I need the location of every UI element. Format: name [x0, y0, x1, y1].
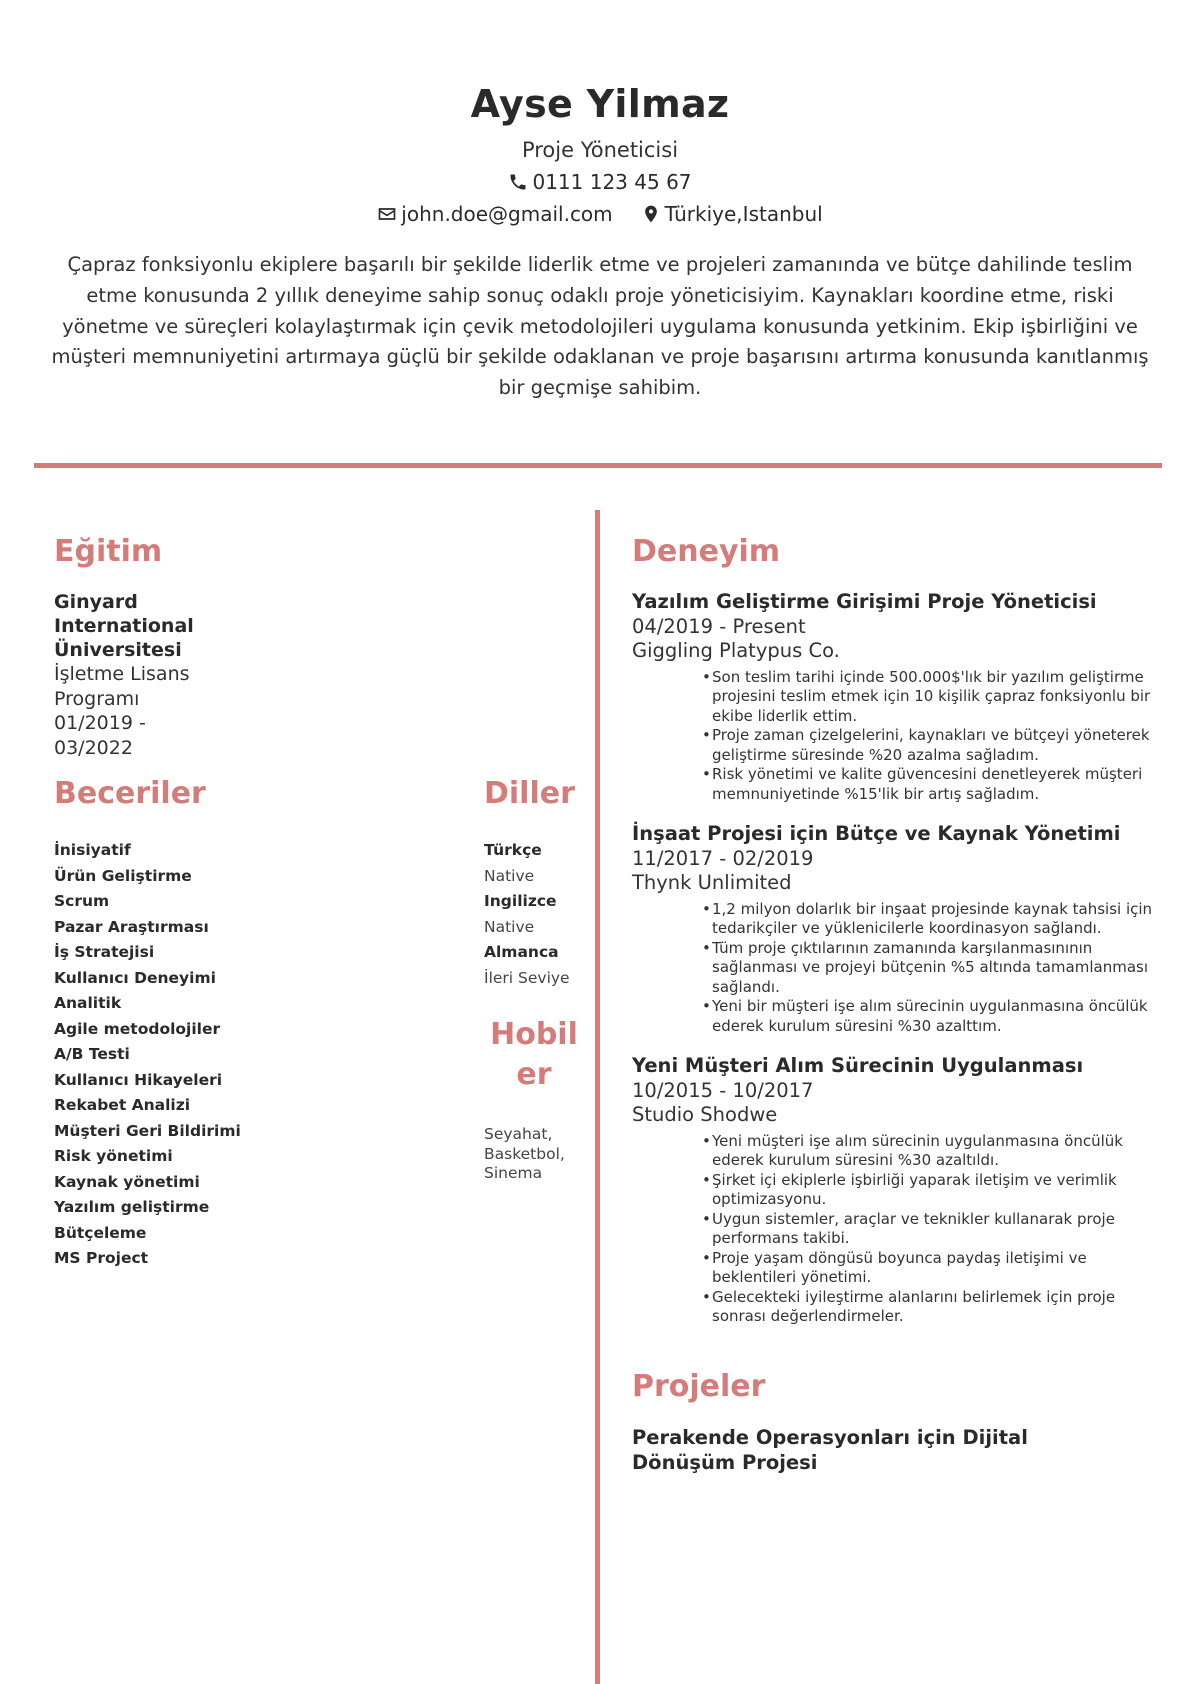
education-section	[54, 532, 584, 760]
phone-number: 0111 123 45 67	[532, 170, 692, 194]
language-name: Ingilizce	[484, 892, 557, 910]
language-level: Native	[484, 866, 535, 885]
projects-heading: Projeler	[632, 1368, 766, 1404]
job-bullet: • Yeni müşteri işe alım sürecinin uygulanmasına öncülük ederek kurulum süresini %30 azaltıldı.	[702, 1132, 1172, 1171]
skill-item: Scrum	[54, 892, 110, 910]
hobbies-list	[484, 1125, 584, 1184]
job-entry-title: Yazılım Geliştirme Girişimi Proje Yöneticisi	[632, 590, 1097, 613]
job-entry-company: Thynk Unlimited	[632, 871, 792, 894]
skills-heading: Beceriler	[54, 776, 206, 811]
skill-item: MS Project	[54, 1249, 149, 1267]
column-divider	[595, 510, 600, 1684]
phone-icon	[508, 172, 528, 192]
phone-contact	[508, 168, 691, 196]
job-bullets	[702, 668, 1172, 805]
school-line: Ginyard	[54, 591, 138, 613]
skill-item: Rekabet Analizi	[54, 1096, 191, 1114]
location-text: Türkiye,Istanbul	[664, 202, 823, 226]
email-location-line	[0, 200, 1200, 228]
candidate-name: Ayse Yilmaz	[470, 82, 730, 126]
phone-line	[0, 168, 1200, 196]
job-bullet: • Şirket içi ekiplerle işbirliği yaparak iletişim ve verimlik optimizasyonu.	[702, 1171, 1172, 1210]
skill-item: Kullanıcı Hikayeleri	[54, 1070, 223, 1089]
education-dates	[54, 711, 224, 760]
experience-section	[632, 532, 1172, 1475]
skill-item: Analitik	[54, 994, 122, 1012]
program-line: Programı	[54, 687, 140, 710]
school-line: International	[54, 615, 194, 637]
job-entry	[632, 822, 1172, 1036]
skill-item: Risk yönetimi	[54, 1147, 173, 1165]
job-bullet: • Proje yaşam döngüsü boyunca paydaş iletişimi ve beklentileri yönetimi.	[702, 1249, 1172, 1288]
email-contact	[377, 200, 612, 228]
job-entry	[632, 590, 1172, 804]
skill-item: Ürün Geliştirme	[54, 866, 192, 885]
education-heading: Eğitim	[54, 534, 163, 569]
skill-item: İş Stratejisi	[54, 943, 155, 961]
job-entry-company: Giggling Platypus Co.	[632, 639, 840, 662]
skill-item: A/B Testi	[54, 1045, 130, 1063]
job-bullet: • Risk yönetimi ve kalite güvencesini denetleyerek müşteri memnuniyetinde %15'lik bir artış sağladım.	[702, 765, 1172, 804]
skill-item: Kullanıcı Deneyimi	[54, 968, 216, 987]
skill-item: Bütçeleme	[54, 1223, 147, 1242]
languages-list	[484, 838, 594, 991]
job-bullets	[702, 1132, 1172, 1327]
languages-section	[484, 774, 594, 1184]
job-entry-company: Studio Shodwe	[632, 1103, 778, 1126]
education-program	[54, 662, 224, 711]
language-level: İleri Seviye	[484, 968, 570, 987]
job-bullet: • Tüm proje çıktılarının zamanında karşılanmasınının sağlanması ve projeyi bütçenin %5 altında tamamlanması sağlandı.	[702, 939, 1172, 998]
hobbies-heading-line: Hobil	[490, 1017, 578, 1052]
hobbies-heading-line: er	[516, 1057, 552, 1092]
job-entry-dates: 04/2019 - Present	[632, 614, 806, 638]
job-entry-dates: 11/2017 - 02/2019	[632, 846, 814, 870]
job-bullet: • Gelecekteki iyileştirme alanlarını belirlemek için proje sonrası değerlendirmeler.	[702, 1288, 1172, 1327]
job-entry-dates: 10/2015 - 10/2017	[632, 1078, 814, 1102]
job-bullet: • 1,2 milyon dolarlık bir inşaat projesinde kaynak tahsisi için tedarikçiler ve yüklenicilerle koordinasyon sağlandı.	[702, 900, 1172, 939]
skill-item: Kaynak yönetimi	[54, 1172, 200, 1191]
profile-summary: Çapraz fonksiyonlu ekiplere başarılı bir şekilde liderlik etme ve projeleri zamanında ve bütçe dahilinde teslim etme konusunda 2 yıllık deneyime sahip sonuç odaklı proje yöneticisiyim. Kaynakları koordine etme, riski yönetme ve süreçleri kolaylaştırmak için çevik metodolojileri uygulama konusunda yetkinim. Ekip işbirliğini ve müşteri memnuniyetini artırmaya güçlü bir şekilde odaklanan ve proje başarısını artırma konusunda kanıtlanmış bir geçmişe sahibim.	[51, 253, 1149, 400]
hobby-item: Basketbol,	[484, 1144, 565, 1163]
date-line: 01/2019 -	[54, 712, 146, 734]
map-pin-icon	[641, 204, 661, 224]
skill-item: İnisiyatif	[54, 841, 131, 859]
job-bullet: • Yeni bir müşteri işe alım sürecinin uygulanmasına öncülük ederek kurulum süresini %30 azalttım.	[702, 997, 1172, 1036]
skills-section	[54, 774, 474, 1272]
project-item: Perakende Operasyonları için Dijital Dönüşüm Projesi	[632, 1425, 1028, 1474]
job-entry-title: Yeni Müşteri Alım Sürecinin Uygulanması	[632, 1054, 1084, 1077]
email-address: john.doe@gmail.com	[401, 202, 613, 226]
job-entry-title: İnşaat Projesi için Bütçe ve Kaynak Yönetimi	[632, 822, 1121, 845]
hobby-item: Seyahat,	[484, 1125, 553, 1143]
job-bullet: • Son teslim tarihi içinde 500.000$'lık bir yazılım geliştirme projesini teslim etmek için 10 kişilik çapraz fonksiyonlu bir ekibe liderlik ettim.	[702, 668, 1172, 727]
language-name: Almanca	[484, 943, 559, 961]
job-entry	[632, 1054, 1172, 1327]
job-bullet: • Proje zaman çizelgelerini, kaynakları ve bütçeyi yöneterek geliştirme süresinde %20 azalma sağladım.	[702, 726, 1172, 765]
skill-item: Agile metodolojiler	[54, 1019, 221, 1038]
language-level: Native	[484, 917, 535, 936]
hobbies-heading	[484, 1015, 584, 1095]
languages-heading: Diller	[484, 776, 575, 811]
job-bullets	[702, 900, 1172, 1037]
header-divider	[34, 463, 1162, 468]
experience-heading: Deneyim	[632, 534, 781, 569]
resume-header	[0, 78, 1200, 404]
education-school	[54, 590, 224, 662]
skill-item: Müşteri Geri Bildirimi	[54, 1121, 241, 1140]
skills-list	[54, 838, 474, 1272]
language-name: Türkçe	[484, 841, 542, 859]
program-line: İşletme Lisans	[54, 663, 190, 685]
date-line: 03/2022	[54, 736, 133, 759]
envelope-icon	[377, 204, 397, 224]
job-title: Proje Yöneticisi	[521, 138, 679, 162]
skill-item: Yazılım geliştirme	[54, 1198, 210, 1216]
location-contact	[641, 200, 823, 228]
hobby-item: Sinema	[484, 1164, 543, 1182]
skill-item: Pazar Araştırması	[54, 917, 209, 936]
school-line: Üniversitesi	[54, 639, 182, 661]
job-bullet: • Uygun sistemler, araçlar ve teknikler kullanarak proje performans takibi.	[702, 1210, 1172, 1249]
